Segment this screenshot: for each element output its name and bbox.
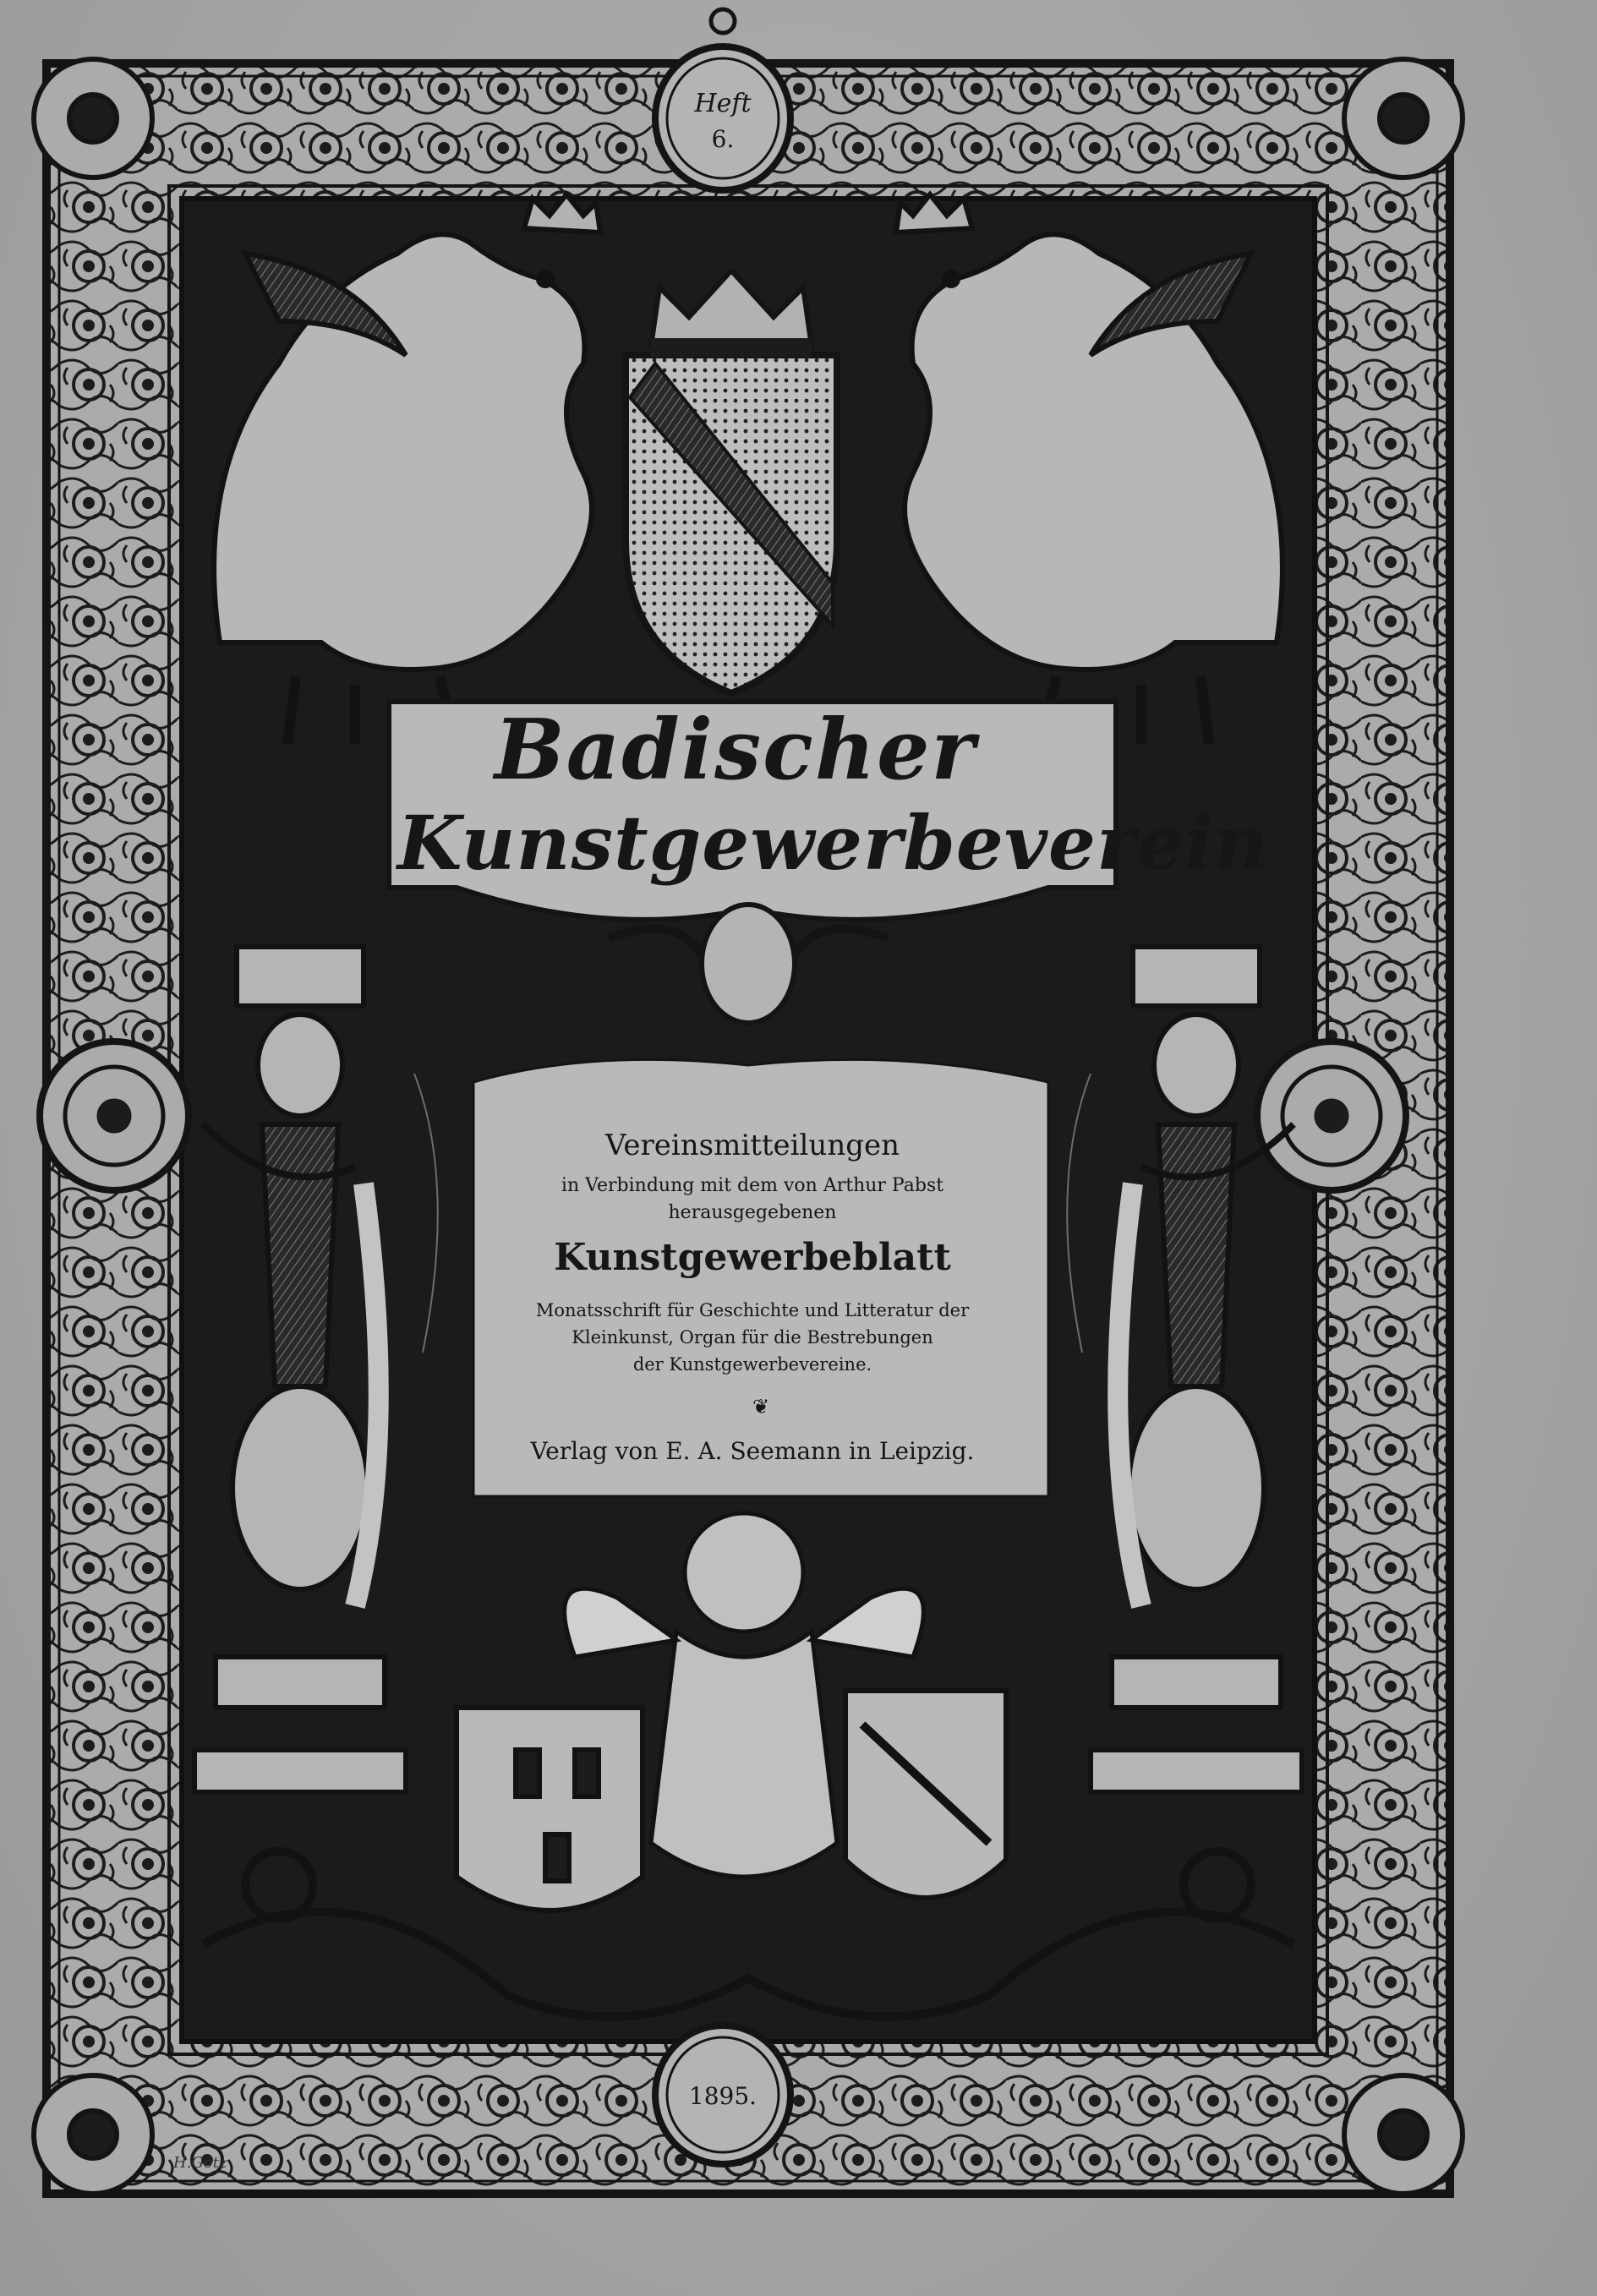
- title-line-2: Kunstgewerbeverein: [397, 799, 1269, 887]
- issue-number: 6.: [711, 125, 735, 153]
- fleuron-ornament: ❦: [752, 1395, 770, 1419]
- publication-note-line-2: herausgegebenen: [668, 1202, 837, 1223]
- issue-label: Heft: [694, 89, 752, 118]
- description-line-3: der Kunstgewerbevereine.: [632, 1354, 872, 1375]
- coat-of-arms: [626, 246, 837, 693]
- title-line-1: Badischer: [494, 702, 977, 799]
- publication-year: 1895.: [688, 2082, 757, 2110]
- description-line-2: Kleinkunst, Organ für die Bestrebungen: [572, 1327, 933, 1348]
- publisher-line: Verlag von E. A. Seemann in Leipzig.: [530, 1437, 975, 1465]
- publication-note-line-1: in Verbindung mit dem von Arthur Pabst: [561, 1175, 944, 1196]
- description-line-1: Monatsschrift für Geschichte und Litteratur der: [535, 1300, 970, 1320]
- journal-name: Kunstgewerbeblatt: [554, 1236, 951, 1279]
- subtitle-vereinsmitteilungen: Vereinsmitteilungen: [604, 1129, 900, 1162]
- artist-signature: H.Götz: [173, 2154, 227, 2172]
